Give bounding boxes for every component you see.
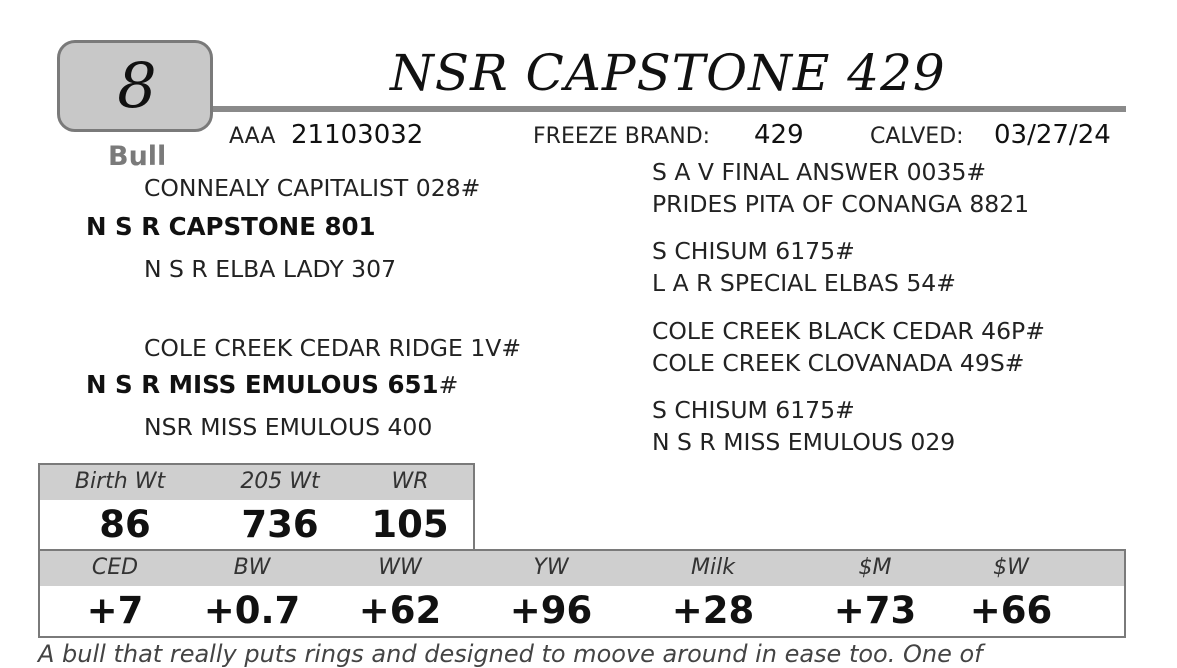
- performance-value: 86: [99, 503, 151, 546]
- grand-ancestor-3: S CHISUM 6175#: [652, 237, 855, 265]
- freeze-brand-label: FREEZE BRAND:: [533, 124, 711, 149]
- performance-value: 736: [241, 503, 319, 546]
- epd-header: CED: [91, 555, 139, 580]
- epd-header: Milk: [691, 555, 735, 580]
- freeze-brand-value: 429: [754, 120, 804, 150]
- grand-ancestor-6: COLE CREEK CLOVANADA 49S#: [652, 349, 1025, 377]
- sex-label: Bull: [108, 141, 167, 172]
- animal-name-title: NSR CAPSTONE 429: [390, 44, 946, 102]
- epd-value: +7: [86, 589, 144, 632]
- performance-header: Birth Wt: [74, 469, 166, 494]
- epd-header: $W: [993, 555, 1029, 580]
- epd-table: [38, 549, 1126, 638]
- registry-label: AAA: [229, 124, 276, 149]
- grand-ancestor-8: N S R MISS EMULOUS 029: [652, 428, 956, 456]
- performance-header: 205 Wt: [240, 469, 320, 494]
- sire: N S R CAPSTONE 801: [86, 212, 376, 241]
- dam-name: N S R MISS EMULOUS 651: [86, 370, 439, 399]
- epd-header: YW: [533, 555, 569, 580]
- registration-number: 21103032: [291, 120, 424, 150]
- sire-dam: N S R ELBA LADY 307: [144, 255, 397, 283]
- grand-ancestor-5: COLE CREEK BLACK CEDAR 46P#: [652, 317, 1045, 345]
- epd-value: +66: [969, 589, 1053, 632]
- epd-header: WW: [378, 555, 422, 580]
- performance-header: WR: [391, 469, 429, 494]
- grand-ancestor-4: L A R SPECIAL ELBAS 54#: [652, 269, 956, 297]
- title-divider: [213, 106, 1126, 112]
- dam-dam: NSR MISS EMULOUS 400: [144, 413, 433, 441]
- lot-number: 8: [117, 49, 157, 122]
- dam-sire: COLE CREEK CEDAR RIDGE 1V#: [144, 334, 522, 362]
- epd-value: +96: [509, 589, 593, 632]
- dam: [86, 370, 458, 399]
- grand-ancestor-2: PRIDES PITA OF CONANGA 8821: [652, 190, 1030, 218]
- epd-value: +62: [358, 589, 442, 632]
- sire-sire: CONNEALY CAPITALIST 028#: [144, 174, 481, 202]
- dam-suffix: #: [438, 371, 459, 399]
- epd-header: $M: [858, 555, 892, 580]
- grand-ancestor-1: S A V FINAL ANSWER 0035#: [652, 158, 987, 186]
- grand-ancestor-7: S CHISUM 6175#: [652, 396, 855, 424]
- epd-value: +0.7: [203, 589, 301, 632]
- calved-label: CALVED:: [870, 124, 964, 149]
- epd-value: +28: [671, 589, 755, 632]
- calved-date: 03/27/24: [994, 120, 1111, 150]
- epd-header: BW: [233, 555, 271, 580]
- performance-table: [38, 463, 475, 551]
- footer-note: A bull that really puts rings and designed to moove around in ease too. One of: [38, 640, 983, 668]
- epd-header-row: [40, 551, 1124, 586]
- performance-header-row: [40, 465, 473, 500]
- performance-value: 105: [371, 503, 449, 546]
- epd-value: +73: [833, 589, 917, 632]
